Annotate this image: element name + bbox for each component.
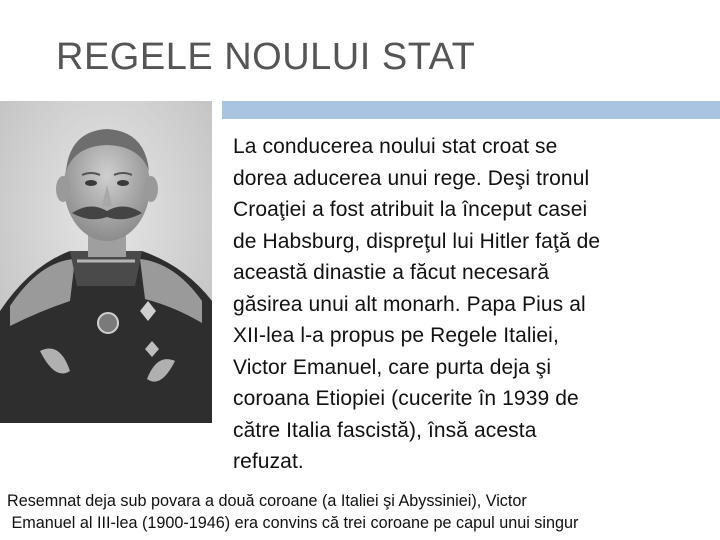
slide-title: REGELE NOULUI STAT xyxy=(56,36,476,78)
title-accent-bar xyxy=(222,101,720,119)
body-line: găsirea unui alt monarh. Papa Pius al xyxy=(233,292,586,316)
body-line: Victor Emanuel, care purta deja şi xyxy=(233,355,552,379)
footer-line: Emanuel al III-lea (1900-1946) era convins că trei coroane pe capul unui singur xyxy=(7,514,579,532)
body-line: Croaţiei a fost atribuit la început casei xyxy=(233,198,588,221)
body-line: de Habsburg, dispreţul lui Hitler faţă de xyxy=(233,229,601,253)
body-line: XII-lea l-a propus pe Regele Italiei, xyxy=(233,324,559,347)
body-line: coroana Etiopiei (cucerite în 1939 de xyxy=(233,387,579,410)
footer-paragraph xyxy=(7,490,717,534)
footer-line: Resemnat deja sub povara a două coroane (a Italiei şi Abyssiniei), Victor xyxy=(7,492,527,510)
body-line: dorea aducerea unui rege. Deşi tronul xyxy=(233,166,590,190)
body-line: refuzat. xyxy=(233,450,304,473)
body-paragraph xyxy=(233,131,713,478)
body-line: către Italia fascistă), însă acesta xyxy=(233,418,537,442)
body-line: această dinastie a făcut necesară xyxy=(233,261,550,284)
portrait-photo xyxy=(0,101,212,423)
portrait-photo-icon xyxy=(0,101,212,423)
body-line: La conducerea noului stat croat se xyxy=(233,135,558,158)
